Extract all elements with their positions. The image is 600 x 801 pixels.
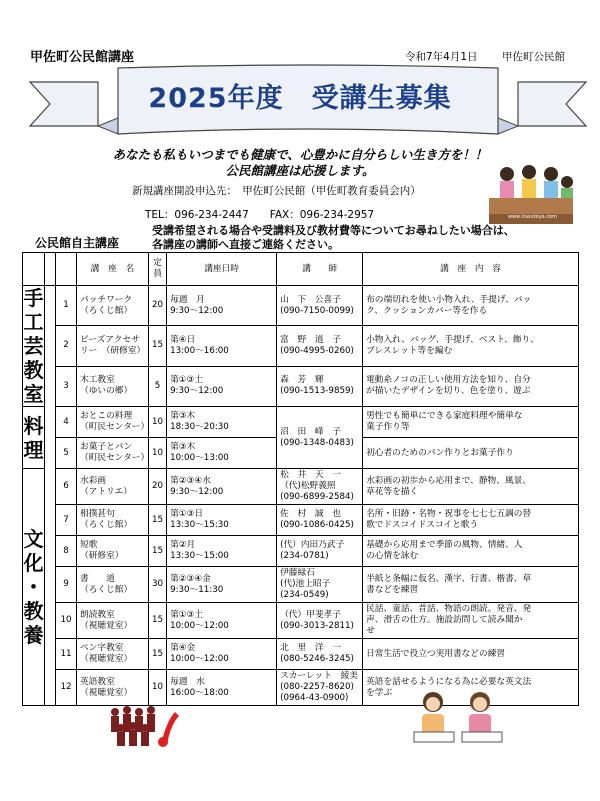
capacity: 15 bbox=[149, 326, 167, 366]
row-number: 7 bbox=[56, 505, 77, 536]
teacher bbox=[277, 407, 363, 469]
teacher-phone: (090-1348-0483) bbox=[280, 437, 354, 448]
row-number: 11 bbox=[56, 639, 77, 670]
schedule-day: 第②③④金 bbox=[170, 573, 211, 584]
name-line: おとこの料理 bbox=[80, 411, 133, 421]
row-number: 8 bbox=[56, 536, 77, 567]
name-line: 短歌 bbox=[80, 540, 98, 550]
course-name bbox=[77, 366, 149, 406]
schedule-time: 9:30～12:00 bbox=[170, 386, 224, 397]
content-line: 草花等を描く bbox=[366, 486, 419, 497]
content-line: 民話、童話、昔話、物語の朗読。発音、発 bbox=[366, 604, 532, 614]
name-line: 水彩画 bbox=[80, 475, 107, 486]
num-header bbox=[56, 253, 77, 286]
teacher-phone: (090-7150-0099) bbox=[280, 305, 354, 316]
content bbox=[363, 603, 579, 639]
teacher-sub: (代)池上昭子 bbox=[280, 579, 331, 589]
schedule-day: 第①③土 bbox=[170, 609, 204, 620]
content-line: ブレスレット等を編む bbox=[366, 345, 453, 356]
row-number: 9 bbox=[56, 567, 77, 603]
schedule-time: 13:30～15:30 bbox=[170, 520, 229, 530]
teacher-name: 佐 村 誠 也 bbox=[280, 509, 341, 519]
schedule bbox=[167, 567, 277, 603]
venue-line: （ゆいの郷） bbox=[80, 386, 133, 397]
row-number: 2 bbox=[56, 326, 77, 366]
venue-line: （ろくじ館） bbox=[80, 584, 133, 595]
blank-column bbox=[45, 286, 56, 706]
content bbox=[363, 438, 579, 469]
table-row bbox=[23, 366, 579, 406]
row-number: 5 bbox=[56, 438, 77, 469]
teacher-name: 伊藤緑石 bbox=[280, 568, 315, 578]
course-name bbox=[77, 407, 149, 438]
category-crafts bbox=[23, 286, 45, 407]
name-line: お菓子とパン bbox=[80, 442, 133, 452]
row-number: 10 bbox=[56, 603, 77, 639]
teacher-phone: (090-3013-2811) bbox=[280, 620, 354, 631]
section-title: 公民館自主講座 bbox=[35, 236, 120, 250]
teacher bbox=[277, 536, 363, 567]
schedule bbox=[167, 536, 277, 567]
schedule-day: 第③木 bbox=[170, 411, 196, 421]
teacher bbox=[277, 286, 363, 326]
students-illustration bbox=[408, 688, 508, 750]
capacity: 15 bbox=[149, 505, 167, 536]
table-row bbox=[23, 469, 579, 505]
content-line: 初心者のためのパン作りとお菓子作り bbox=[366, 447, 514, 458]
capacity: 10 bbox=[149, 407, 167, 438]
venue-line: （視聴覚室） bbox=[80, 654, 133, 664]
venue-line: （ろくじ館） bbox=[80, 305, 133, 316]
schedule-time: 9:30～11:30 bbox=[170, 584, 224, 595]
content-line: 小物入れ、バッグ、手提げ、ベスト、飾り、 bbox=[366, 334, 539, 345]
venue-line: （視聴覚室） bbox=[80, 687, 133, 698]
schedule-time: 10:00～12:00 bbox=[170, 620, 229, 631]
schedule bbox=[167, 407, 277, 438]
teacher bbox=[277, 603, 363, 639]
cat-char: 教 bbox=[23, 358, 44, 382]
course-name bbox=[77, 438, 149, 469]
note-line-2: 各講座の講師へ直接ご連絡ください。 bbox=[152, 238, 339, 251]
teacher-phone: (090-1513-9859) bbox=[280, 386, 354, 397]
teacher bbox=[277, 639, 363, 670]
course-name bbox=[77, 567, 149, 603]
table-row bbox=[23, 286, 579, 326]
schedule-day: 第④日 bbox=[170, 334, 196, 345]
schedule-time: 13:30～15:00 bbox=[170, 551, 229, 561]
row-number: 6 bbox=[56, 469, 77, 505]
cat-char: 理 bbox=[23, 437, 44, 462]
choir-illustration bbox=[105, 700, 190, 748]
col-content: 講 座 内 容 bbox=[363, 253, 579, 286]
table-row bbox=[23, 326, 579, 366]
capacity: 5 bbox=[149, 366, 167, 406]
teacher bbox=[277, 505, 363, 536]
schedule-day: 第①③日 bbox=[170, 509, 204, 519]
name-line: 英語教室 bbox=[80, 676, 115, 687]
teacher-phone: (090-1086-0425) bbox=[280, 520, 354, 530]
content-line: 男性でも簡単にできる家庭料理や簡単な bbox=[366, 411, 523, 421]
teacher bbox=[277, 366, 363, 406]
slogan-line-2: 公民館講座は応援します。 bbox=[225, 163, 375, 178]
teacher bbox=[277, 326, 363, 366]
course-name bbox=[77, 639, 149, 670]
section-note bbox=[152, 224, 572, 252]
header-title: 甲佐町公民館講座 bbox=[30, 50, 135, 65]
cat-char: 養 bbox=[23, 623, 44, 647]
schedule bbox=[167, 286, 277, 326]
content-line: 電動糸ノコの正しい使用方法を知り、自分 bbox=[366, 375, 531, 386]
content bbox=[363, 567, 579, 603]
teacher-phone: (090-4995-0260) bbox=[280, 345, 354, 356]
content-line: 英語を話せるようになる為に必要な英文法 bbox=[366, 676, 532, 687]
teacher-phone: (0964-43-0900) bbox=[280, 693, 349, 703]
teacher-name: 沼 田 峰 子 bbox=[280, 426, 341, 437]
venue-line: （町民センター） bbox=[80, 453, 150, 463]
cat-char: 手 bbox=[23, 286, 44, 310]
content-line: 菓子作り等 bbox=[366, 422, 410, 432]
venue-line: （町民センター） bbox=[80, 422, 150, 432]
page-title: 2025年度 受講生募集 bbox=[148, 83, 452, 114]
schedule bbox=[167, 438, 277, 469]
content-line: 声、滑舌の仕方。施設訪問して読み聞か bbox=[366, 615, 523, 625]
teacher-name: （代）甲斐孝子 bbox=[280, 609, 341, 620]
venue-line: （ろくじ館） bbox=[80, 520, 133, 530]
content-line: 名所・旧跡・名物・祝事を七七七五調の替 bbox=[366, 509, 532, 519]
teacher-name: 森 芳 輝 bbox=[280, 375, 324, 386]
note-line-1: 受講希望される場合や受講料及び教材費等についてお尋ねしたい場合は、 bbox=[152, 224, 515, 237]
content-line: 布の端切れを使い小物入れ、手提げ、バッ bbox=[366, 294, 532, 305]
content bbox=[363, 505, 579, 536]
teacher-name: 松 井 天 一 bbox=[280, 470, 341, 480]
schedule bbox=[167, 366, 277, 406]
teacher-name: 北 里 洋 一 bbox=[280, 643, 341, 653]
course-name bbox=[77, 603, 149, 639]
col-schedule: 講座日時 bbox=[167, 253, 277, 286]
content-line: 日常生活で役立つ実用書などの練習 bbox=[366, 648, 506, 659]
name-line: パッチワーク bbox=[80, 294, 133, 305]
course-name bbox=[77, 536, 149, 567]
content bbox=[363, 407, 579, 438]
capacity: 10 bbox=[149, 670, 167, 706]
teacher-phone: (080-5246-3245) bbox=[280, 654, 354, 664]
schedule-day: 第②月 bbox=[170, 540, 196, 550]
name-line: 相撲甚句 bbox=[80, 509, 115, 519]
slogan-line-1: あなたも私もいつまでも健康で、心豊かに自分らしい生き方を！！ bbox=[112, 147, 488, 162]
schedule-time: 13:00～16:00 bbox=[170, 345, 229, 356]
content-line: せ bbox=[366, 626, 375, 636]
schedule-day: 毎週 水 bbox=[170, 676, 205, 687]
capacity: 20 bbox=[149, 286, 167, 326]
schedule-time: 10:00～13:00 bbox=[170, 453, 229, 463]
name-line: 木工教室 bbox=[80, 375, 115, 386]
schedule-time: 10:00～12:00 bbox=[170, 654, 229, 664]
schedule-day: 第④金 bbox=[170, 643, 196, 653]
course-name bbox=[77, 505, 149, 536]
table-row bbox=[23, 639, 579, 670]
row-number: 3 bbox=[56, 366, 77, 406]
content-line: が描いたデザインを切り、色を塗り、遊ぶ bbox=[366, 386, 531, 397]
capacity: 15 bbox=[149, 639, 167, 670]
content bbox=[363, 326, 579, 366]
content-line: 書などを練習 bbox=[366, 584, 419, 595]
cat-char: 工 bbox=[23, 310, 44, 334]
cat-header bbox=[23, 253, 45, 286]
venue-line: （視聴覚室） bbox=[80, 620, 133, 631]
table-row bbox=[23, 407, 579, 438]
course-table bbox=[22, 252, 579, 706]
schedule-day: 毎週 月 bbox=[170, 294, 205, 305]
teacher-phone: (234-0781) bbox=[280, 551, 329, 561]
teacher bbox=[277, 469, 363, 505]
capacity: 20 bbox=[149, 469, 167, 505]
teacher-name: (代）内田乃武子 bbox=[280, 540, 345, 550]
row-number: 1 bbox=[56, 286, 77, 326]
schedule-day: 第③木 bbox=[170, 442, 196, 452]
category-cooking bbox=[23, 407, 45, 469]
teacher-sub: （代)松野義照 bbox=[280, 481, 336, 491]
course-name bbox=[77, 326, 149, 366]
venue-line: （アトリエ） bbox=[80, 486, 132, 497]
content-line: 歌でドスコイドスコイと歌う bbox=[366, 520, 479, 530]
name-line: ペン字教室 bbox=[80, 643, 124, 653]
content bbox=[363, 286, 579, 326]
content bbox=[363, 536, 579, 567]
cat-char: 教 bbox=[23, 599, 44, 623]
schedule bbox=[167, 505, 277, 536]
category-culture bbox=[23, 469, 45, 706]
schedule bbox=[167, 326, 277, 366]
cat-char: 室 bbox=[23, 382, 44, 406]
name-line: 朗読教室 bbox=[80, 609, 115, 620]
teacher-phone: (234-0549) bbox=[280, 590, 329, 600]
content-line: を学ぶ bbox=[366, 687, 393, 698]
schedule-time: 9:30～12:00 bbox=[170, 305, 224, 316]
blank-header bbox=[45, 253, 56, 286]
schedule bbox=[167, 469, 277, 505]
col-capacity: 定員 bbox=[149, 253, 167, 286]
schedule bbox=[167, 639, 277, 670]
schedule-day: 第①③土 bbox=[170, 375, 204, 386]
teacher-name: 富 野 道 子 bbox=[280, 334, 341, 345]
capacity: 30 bbox=[149, 567, 167, 603]
schedule-day: 第②③④水 bbox=[170, 475, 211, 486]
cat-char: 文 bbox=[23, 527, 44, 551]
capacity: 15 bbox=[149, 603, 167, 639]
schedule bbox=[167, 603, 277, 639]
cat-char: ・ bbox=[23, 575, 44, 599]
venue-line: （研修室） bbox=[80, 551, 124, 561]
name-line: 書 道 bbox=[80, 573, 115, 584]
photo-caption: www.irasutoya.com bbox=[508, 214, 557, 220]
teacher bbox=[277, 567, 363, 603]
content bbox=[363, 366, 579, 406]
content bbox=[363, 469, 579, 505]
course-name bbox=[77, 286, 149, 326]
teacher-phone: (080-2257-8620) bbox=[280, 682, 354, 692]
content-line: ク、クッションカバー等を作る bbox=[366, 305, 488, 316]
cat-char: 化 bbox=[23, 551, 44, 575]
row-number: 12 bbox=[56, 670, 77, 706]
table-row bbox=[23, 536, 579, 567]
table-header-row bbox=[23, 253, 579, 286]
teacher-name: スカーレット 綾美 bbox=[280, 671, 358, 681]
content-line: の心情を詠む bbox=[366, 551, 419, 561]
capacity: 10 bbox=[149, 438, 167, 469]
course-name bbox=[77, 469, 149, 505]
venue-line: リー （研修室） bbox=[80, 345, 146, 356]
row-number: 4 bbox=[56, 407, 77, 438]
schedule-time: 18:30～20:30 bbox=[170, 422, 229, 432]
table-row bbox=[23, 505, 579, 536]
teacher-phone: (090-6899-2584) bbox=[280, 492, 354, 502]
table-row bbox=[23, 567, 579, 603]
cat-char: 料 bbox=[23, 413, 44, 438]
schedule-time: 9:30～12:00 bbox=[170, 486, 224, 497]
content bbox=[363, 639, 579, 670]
teacher-name: 山 下 公喜子 bbox=[280, 294, 341, 305]
content-line: 半紙と条幅に仮名、漢字、行書、楷書、草 bbox=[366, 573, 532, 584]
capacity: 15 bbox=[149, 536, 167, 567]
issue-date: 令和7年4月1日 bbox=[405, 51, 478, 63]
application-contact: 新規講座開設申込先： 甲佐町公民館（甲佐町教育委員会内） bbox=[132, 185, 421, 197]
col-name: 講 座 名 bbox=[77, 253, 149, 286]
schedule-time: 16:00～18:00 bbox=[170, 687, 229, 698]
content-line: 基礎から応用まで季節の風物、情緒、人 bbox=[366, 540, 523, 550]
cat-char: 芸 bbox=[23, 334, 44, 358]
name-line: ビーズアクセサ bbox=[80, 334, 140, 345]
table-row bbox=[23, 603, 579, 639]
content-line: 水彩画の初歩から応用まで、静物、風景、 bbox=[366, 475, 531, 486]
header-org: 甲佐町公民館 bbox=[502, 51, 565, 63]
col-teacher: 講 師 bbox=[277, 253, 363, 286]
teacher bbox=[277, 670, 363, 706]
phone-fax: TEL：096-234-2447 FAX：096-234-2957 bbox=[145, 209, 375, 221]
